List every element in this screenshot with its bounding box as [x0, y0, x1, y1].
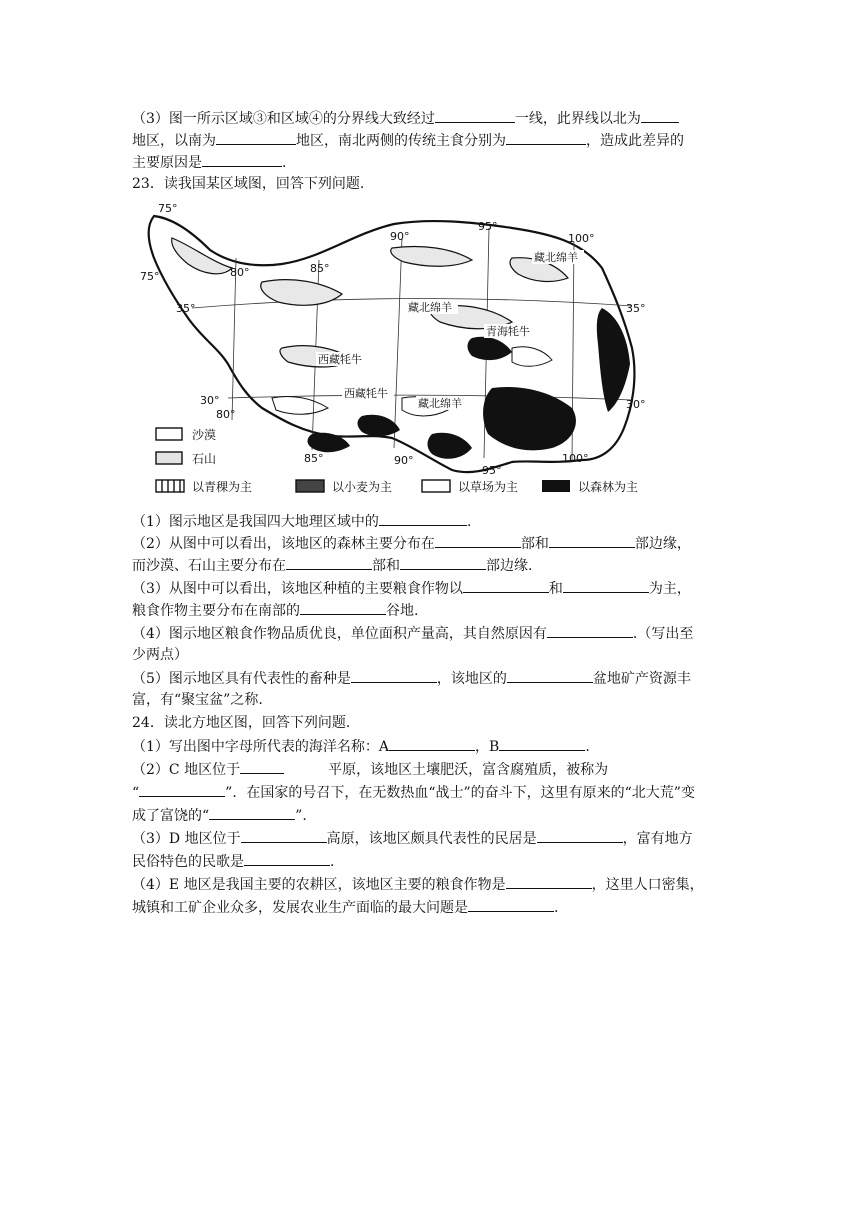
q24-1: [132, 736, 732, 757]
legend-forest-label: 以森林为主: [578, 480, 639, 494]
answer-blank[interactable]: [468, 897, 554, 912]
q23-title: 23．读我国某区域图，回答下列问题.: [132, 176, 365, 192]
text: ，造成此差异的: [586, 133, 684, 149]
text: ，该地区的: [436, 671, 507, 687]
text: .: [282, 155, 287, 171]
text: ，B: [475, 739, 500, 755]
text: ”．在国家的号召下，在无数热血“战士”的奋斗下，这里有原来的“北大荒”变: [225, 785, 695, 801]
answer-blank[interactable]: [209, 805, 295, 820]
answer-blank[interactable]: [139, 782, 225, 797]
text: 谷地.: [386, 603, 419, 619]
text: 高原，该地区颇具代表性的民居是: [326, 831, 537, 847]
answer-blank[interactable]: [240, 759, 284, 774]
animal-label: 藏北绵羊: [408, 301, 452, 314]
q24-2-line1: [132, 759, 732, 780]
legend-barley-label: 以青稞为主: [192, 480, 253, 494]
text: （2）C 地区位于: [132, 762, 241, 778]
qinghai-tibet-map: [132, 198, 652, 504]
lon-label: 90°: [394, 454, 414, 467]
lon-label: 75°: [158, 202, 178, 215]
q23-2-line1: [132, 533, 732, 554]
lon-label: 95°: [482, 464, 502, 477]
answer-blank[interactable]: [202, 152, 282, 167]
text: 地区，以南为: [132, 133, 216, 149]
lat-label: 35°: [626, 302, 646, 315]
text: “: [132, 785, 140, 801]
text: .: [554, 900, 559, 916]
answer-blank[interactable]: [379, 511, 467, 526]
text: .: [330, 854, 335, 870]
text: ，这里人口密集，: [591, 877, 704, 893]
answer-blank[interactable]: [537, 828, 623, 843]
q24-3-line1: [132, 828, 732, 849]
text: （4）E 地区是我国主要的农耕区，该地区主要的粮食作物是: [132, 877, 506, 893]
answer-blank[interactable]: [547, 623, 633, 638]
text: （3）D 地区位于: [132, 831, 241, 847]
q23-4-line2: 少两点）: [132, 647, 188, 663]
lon-label: 90°: [390, 230, 410, 243]
text: （1）图示地区是我国四大地理区域中的: [132, 514, 379, 530]
text: .（写出至: [632, 626, 694, 642]
answer-blank[interactable]: [435, 533, 521, 548]
q22-3-line3: [132, 152, 732, 173]
answer-blank[interactable]: [244, 851, 330, 866]
text: （5）图示地区具有代表性的畜种是: [132, 671, 351, 687]
text: 为主，: [648, 581, 691, 597]
lon-label: 80°: [216, 408, 236, 421]
answer-blank[interactable]: [499, 736, 585, 751]
text: 部和: [520, 536, 549, 552]
lon-label: 85°: [304, 452, 324, 465]
animal-label: 藏北绵羊: [534, 251, 578, 264]
text: 部边缘，: [634, 536, 691, 552]
lon-label: 80°: [230, 266, 250, 279]
lat-label: 30°: [200, 394, 220, 407]
text: 部边缘.: [486, 558, 533, 574]
legend-stone-label: 石山: [192, 452, 217, 466]
q24-2-line3: [132, 805, 732, 826]
answer-blank[interactable]: [507, 668, 593, 683]
legend-pasture-label: 以草场为主: [458, 480, 519, 494]
answer-blank[interactable]: [389, 736, 475, 751]
answer-blank[interactable]: [300, 600, 386, 615]
q24-4-line2: [132, 897, 732, 918]
text: 地区，南北两侧的传统主食分别为: [296, 133, 506, 149]
q24-2-line2: [132, 782, 732, 803]
answer-blank[interactable]: [549, 533, 635, 548]
legend-pasture-swatch: [422, 480, 450, 492]
legend-wheat-swatch: [296, 480, 324, 492]
text: （4）图示地区粮食作物品质优良，单位面积产量高，其自然原因有: [132, 626, 547, 642]
lon-label: 100°: [562, 452, 589, 465]
lon-label: 85°: [310, 262, 330, 275]
q23-5-line1: [132, 668, 732, 689]
legend-desert-label: 沙漠: [192, 428, 217, 442]
q24-4-line1: [132, 874, 732, 895]
text: 部和: [372, 558, 400, 574]
legend-stone-swatch: [156, 452, 182, 464]
answer-blank[interactable]: [241, 828, 327, 843]
lon-label: 95°: [478, 220, 498, 233]
text: （3）图一所示区域③和区域④的分界线大致经过: [132, 111, 435, 127]
text: .: [466, 514, 472, 530]
text: （1）写出图中字母所代表的海洋名称：A: [132, 739, 390, 755]
text: （3）从图中可以看出，该地区种植的主要粮食作物以: [132, 581, 463, 597]
q24-3-line2: [132, 851, 732, 872]
answer-blank[interactable]: [506, 130, 586, 145]
text: （2）从图中可以看出，该地区的森林主要分布在: [132, 536, 435, 552]
text: ”.: [295, 808, 307, 824]
text: 和: [548, 581, 563, 597]
answer-blank[interactable]: [216, 130, 296, 145]
animal-label: 西藏牦牛: [318, 353, 362, 366]
q23-4-line1: [132, 623, 732, 644]
text: 而沙漠、石山主要分布在: [132, 558, 286, 574]
answer-blank[interactable]: [435, 108, 515, 123]
answer-blank[interactable]: [506, 874, 592, 889]
lat-label: 30°: [626, 398, 646, 411]
text: 成了富饶的“: [132, 808, 210, 824]
answer-blank[interactable]: [463, 578, 549, 593]
text: 盆地矿产资源丰: [592, 671, 691, 687]
answer-blank[interactable]: [351, 668, 437, 683]
q23-3-line2: [132, 600, 732, 621]
animal-label: 藏北绵羊: [418, 397, 462, 410]
legend-wheat-label: 以小麦为主: [332, 480, 393, 494]
q23-3-line1: [132, 578, 732, 599]
answer-blank[interactable]: [400, 555, 486, 570]
text: 平原，该地区土壤肥沃，富含腐殖质，被称为: [328, 762, 609, 778]
lon-label: 75°: [140, 270, 160, 283]
q23-5-line2: 富，有“聚宝盆”之称.: [132, 692, 263, 708]
answer-blank[interactable]: [563, 578, 649, 593]
lon-label: 100°: [568, 232, 595, 245]
text: 城镇和工矿企业众多，发展农业生产面临的最大问题是: [132, 900, 468, 916]
q24-title: 24．读北方地区图，回答下列问题.: [132, 715, 351, 731]
q23-2-line2: [132, 555, 732, 576]
text: 民俗特色的民歌是: [132, 854, 244, 870]
answer-blank[interactable]: [286, 555, 372, 570]
legend-desert-swatch: [156, 428, 182, 440]
q22-3-line1: [132, 108, 732, 129]
text: 一线，此界线以北为: [514, 111, 641, 127]
text: 粮食作物主要分布在南部的: [132, 603, 300, 619]
animal-label: 西藏牦牛: [344, 387, 388, 400]
q22-3-line2: [132, 130, 732, 151]
legend-forest-swatch: [542, 480, 570, 492]
lat-label: 35°: [176, 302, 196, 315]
text: .: [585, 739, 590, 755]
answer-blank[interactable]: [641, 108, 679, 123]
q23-1: [132, 511, 732, 532]
text: 主要原因是: [132, 155, 202, 171]
text: ，富有地方: [622, 831, 693, 847]
animal-label: 青海牦牛: [486, 325, 530, 338]
